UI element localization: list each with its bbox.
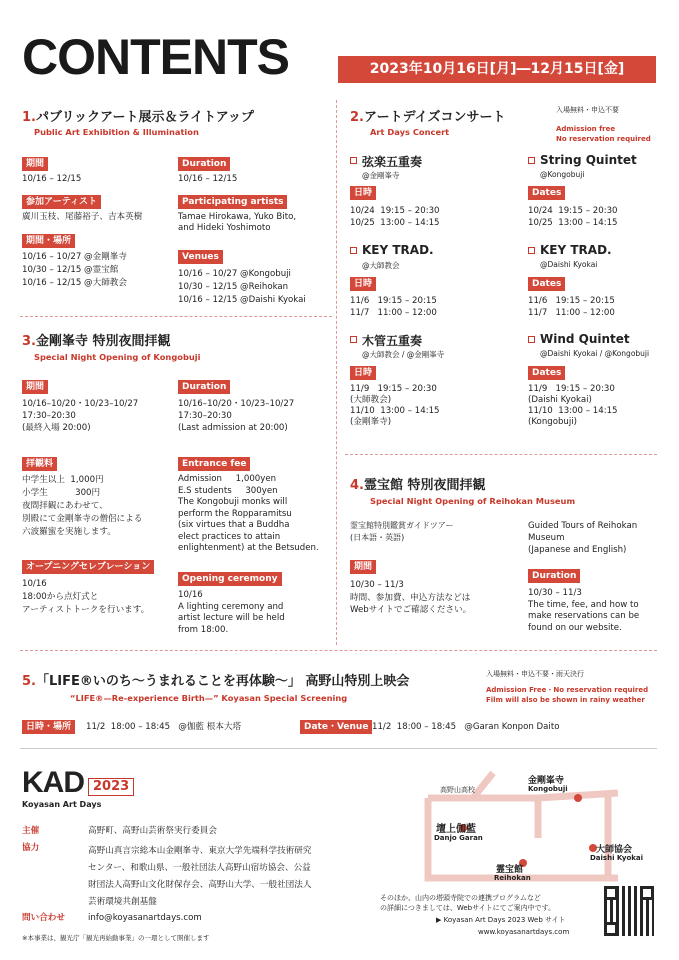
c1en-venue: @Kongobuji: [540, 170, 585, 179]
web-url[interactable]: www.koyasanartdays.com: [478, 928, 570, 936]
checkbox-icon: [528, 247, 535, 254]
s4-period: 10/30 – 11/3 時間、参加費、申込方法などは Webサイトでご確認ください。: [350, 580, 472, 615]
s5-dv-tag: 日時・場所: [22, 720, 75, 734]
s3-period: 10/16–10/20・10/23–10/27 17:30–20:30 (最終入場 20:00): [22, 399, 139, 433]
divider: [345, 454, 657, 455]
c1-venue: @金剛峯寺: [362, 171, 400, 180]
s1-artists-tag: 参加アーティスト: [22, 195, 101, 209]
s3-opening: 10/16 18:00から点灯式と アーティストトークを行います。: [22, 579, 150, 615]
c1en-dates: 10/24 19:15 – 20:30 10/25 13:00 – 14:15: [528, 206, 618, 228]
map-daishi-jp: 大師協会: [596, 845, 633, 855]
section2-title: 2.アートデイズコンサート: [350, 110, 506, 125]
c2en-tag: Dates: [528, 277, 565, 291]
s1-venues-en-tag: Venues: [178, 250, 223, 264]
section4-title: 4.霊宝館 特別夜間拝観: [350, 478, 486, 493]
s3-entrance-tag: Entrance fee: [178, 457, 250, 471]
s5-note-jp: 入場無料・申込不要・雨天決行: [486, 670, 584, 678]
s1-venues-tag: 期間・場所: [22, 234, 75, 248]
web-note: そのほか、山内の塔頭寺院での連携プログラムなど の詳細につきましては、Webサイトにてご案内中です。: [380, 894, 556, 912]
map-reihokan-jp: 霊宝館: [496, 865, 524, 875]
footnote: ※本事業は、観光庁「観光再始動事業」の一環として開催します: [22, 934, 210, 942]
s4-guide: 霊宝館特別鑑賞ガイドツアー (日本語・英語): [350, 521, 454, 542]
s3-ceremony-tag: Opening ceremony: [178, 572, 282, 586]
s5-note-en: Admission Free・No reservation required Film will also be shown in rainy weather: [486, 686, 649, 704]
section2-subtitle: Art Days Concert: [370, 127, 450, 137]
c2-venue: @大師教会: [362, 261, 400, 270]
contact-label: 問い合わせ: [22, 913, 65, 923]
s1-participating-tag: Participating artists: [178, 195, 287, 209]
s4-duration-tag: Duration: [528, 569, 580, 583]
section1-subtitle: Public Art Exhibition & Illumination: [34, 127, 199, 137]
divider: [20, 650, 657, 651]
s2-note-jp: 入場無料・申込不要: [556, 106, 619, 114]
date-banner: 2023年10月16日[月]―12月15日[金]: [338, 56, 656, 83]
checkbox-icon: [528, 157, 535, 164]
c2en-dates: 11/6 19:15 – 20:15 11/7 11:00 – 12:00: [528, 296, 615, 318]
c2en-venue: @Daishi Kyokai: [540, 260, 598, 269]
map-school: 高野山高校: [440, 786, 475, 794]
s4-guide-en: Guided Tours of Reihokan Museum (Japanese and English): [528, 521, 638, 555]
s4-duration: 10/30 – 11/3 The time, fee, and how to make reservations can be found on our website.: [528, 588, 640, 633]
web-label[interactable]: ▶ Koyasan Art Days 2023 Web サイト: [436, 916, 566, 924]
s3-opening-tag: オープニングセレブレーション: [22, 560, 154, 574]
s1-venues: 10/16 – 10/27 @金剛峯寺 10/30 – 12/15 @霊宝館 10/16 – 12/15 @大師教会: [22, 252, 127, 288]
contact-email[interactable]: info@koyasanartdays.com: [88, 913, 202, 923]
qr-code-icon[interactable]: [604, 886, 654, 936]
host-label: 主催: [22, 826, 40, 836]
s3-period-tag: 期間: [22, 380, 48, 394]
c3-dates: 11/9 19:15 – 20:30 (大師教会) 11/10 13:00 – 14:15 (金剛峯寺): [350, 384, 440, 427]
c2-dates: 11/6 19:15 – 20:15 11/7 11:00 – 12:00: [350, 296, 437, 318]
s2-note-en: Admission free No reservation required: [556, 125, 651, 143]
c2-tag: 日時: [350, 277, 376, 291]
c1en-title: String Quintet: [540, 153, 637, 167]
section4-subtitle: Special Night Opening of Reihokan Museum: [370, 496, 576, 506]
s4-period-tag: 期間: [350, 560, 376, 574]
map-kongobuji-en: Kongobuji: [528, 785, 568, 793]
c1-tag: 日時: [350, 186, 376, 200]
host: 高野町、高野山芸術祭実行委員会: [88, 826, 217, 836]
coop: 高野山真言宗総本山金剛峯寺、東京大学先端科学技術研究 センター、和歌山県、一般社団法人高野山宿坊協会、公益 財団法人高野山文化財保存会、高野山大学、一般社団法人 芸術環境共創基盤: [88, 846, 312, 907]
map-reihokan-en: Reihokan: [494, 874, 531, 882]
c2en-title: KEY TRAD.: [540, 243, 612, 257]
divider: [20, 316, 332, 317]
map-daishi-en: Daishi Kyokai: [590, 854, 644, 862]
checkbox-icon: [350, 157, 357, 164]
section3-subtitle: Special Night Opening of Kongobuji: [34, 352, 201, 362]
map-kongobuji-jp: 金剛峯寺: [528, 776, 565, 786]
page-title: CONTENTS: [22, 29, 289, 85]
section5-title: 5.「LIFE®いのち～うまれることを再体験～」 高野山特別上映会: [22, 674, 410, 689]
kad-year: 2023: [88, 778, 134, 796]
s3-ceremony: 10/16 A lighting ceremony and artist lecture will be held from 18:00.: [178, 590, 285, 635]
kad-subtitle: Koyasan Art Days: [22, 800, 102, 809]
s5-dv-en: 11/2 18:00 – 18:45 @Garan Konpon Daito: [372, 722, 560, 732]
c3en-dates: 11/9 19:15 – 20:30 (Daishi Kyokai) 11/10 13:00 – 14:15 (Kongobuji): [528, 384, 618, 427]
s1-period: 10/16 – 12/15: [22, 174, 82, 184]
c3en-title: Wind Quintet: [540, 332, 630, 346]
c1en-tag: Dates: [528, 186, 565, 200]
s5-dv-en-tag: Date・Venue: [300, 720, 372, 734]
s3-entrance: Admission 1,000yen E.S students 300yen The Kongobuji monks will perform the Ropparamitsu (six virtues that a Buddha elect practices to attain enlightenment) at the Betsuden.: [178, 474, 319, 553]
map-garan-jp: 壇上伽藍: [436, 824, 476, 835]
c3-title: 木管五重奏: [362, 334, 423, 348]
s1-period-tag: 期間: [22, 157, 48, 171]
s1-duration-tag: Duration: [178, 157, 230, 171]
s1-duration: 10/16 – 12/15: [178, 174, 238, 184]
kongobuji-marker: [574, 794, 582, 802]
c3-tag: 日時: [350, 366, 376, 380]
c3en-tag: Dates: [528, 366, 565, 380]
section5-subtitle: “LIFE®—Re-experience Birth—” Koyasan Special Screening: [70, 693, 348, 703]
s3-duration: 10/16–10/20・10/23–10/27 17:30–20:30 (Last admission at 20:00): [178, 399, 295, 433]
s1-venues-en: 10/16 – 10/27 @Kongobuji 10/30 – 12/15 @Reihokan 10/16 – 12/15 @Daishi Kyokai: [178, 269, 306, 305]
checkbox-icon: [528, 336, 535, 343]
checkbox-icon: [350, 247, 357, 254]
c2-title: KEY TRAD.: [362, 243, 434, 257]
s3-fee: 中学生以上 1,000円 小学生 300円 夜間拝観にあわせて、 別殿にて金剛峯寺の僧侶による 六波羅蜜を実施します。: [22, 475, 143, 537]
column-divider: [336, 100, 337, 645]
map-garan-en: Danjo Garan: [434, 834, 483, 842]
section3-title: 3.金剛峯寺 特別夜間拝観: [22, 334, 171, 349]
s1-artists: 廣川玉枝、尾藤裕子、吉本英樹: [22, 212, 143, 222]
c3-venue: @大師教会 / @金剛峯寺: [362, 350, 445, 359]
s5-dv: 11/2 18:00 – 18:45 @伽藍 根本大塔: [86, 722, 242, 732]
footer-rule: [20, 748, 657, 749]
section1-title: 1.パブリックアート展示＆ライトアップ: [22, 110, 254, 125]
s1-participating: Tamae Hirokawa, Yuko Bito, and Hideki Yoshimoto: [178, 212, 297, 233]
s3-fee-tag: 拝観料: [22, 457, 57, 471]
checkbox-icon: [350, 336, 357, 343]
coop-label: 協力: [22, 843, 40, 853]
kad-logo: KAD: [22, 766, 84, 799]
c1-dates: 10/24 19:15 – 20:30 10/25 13:00 – 14:15: [350, 206, 440, 228]
s3-duration-tag: Duration: [178, 380, 230, 394]
c1-title: 弦楽五重奏: [362, 155, 423, 169]
c3en-venue: @Daishi Kyokai / @Kongobuji: [540, 349, 650, 358]
